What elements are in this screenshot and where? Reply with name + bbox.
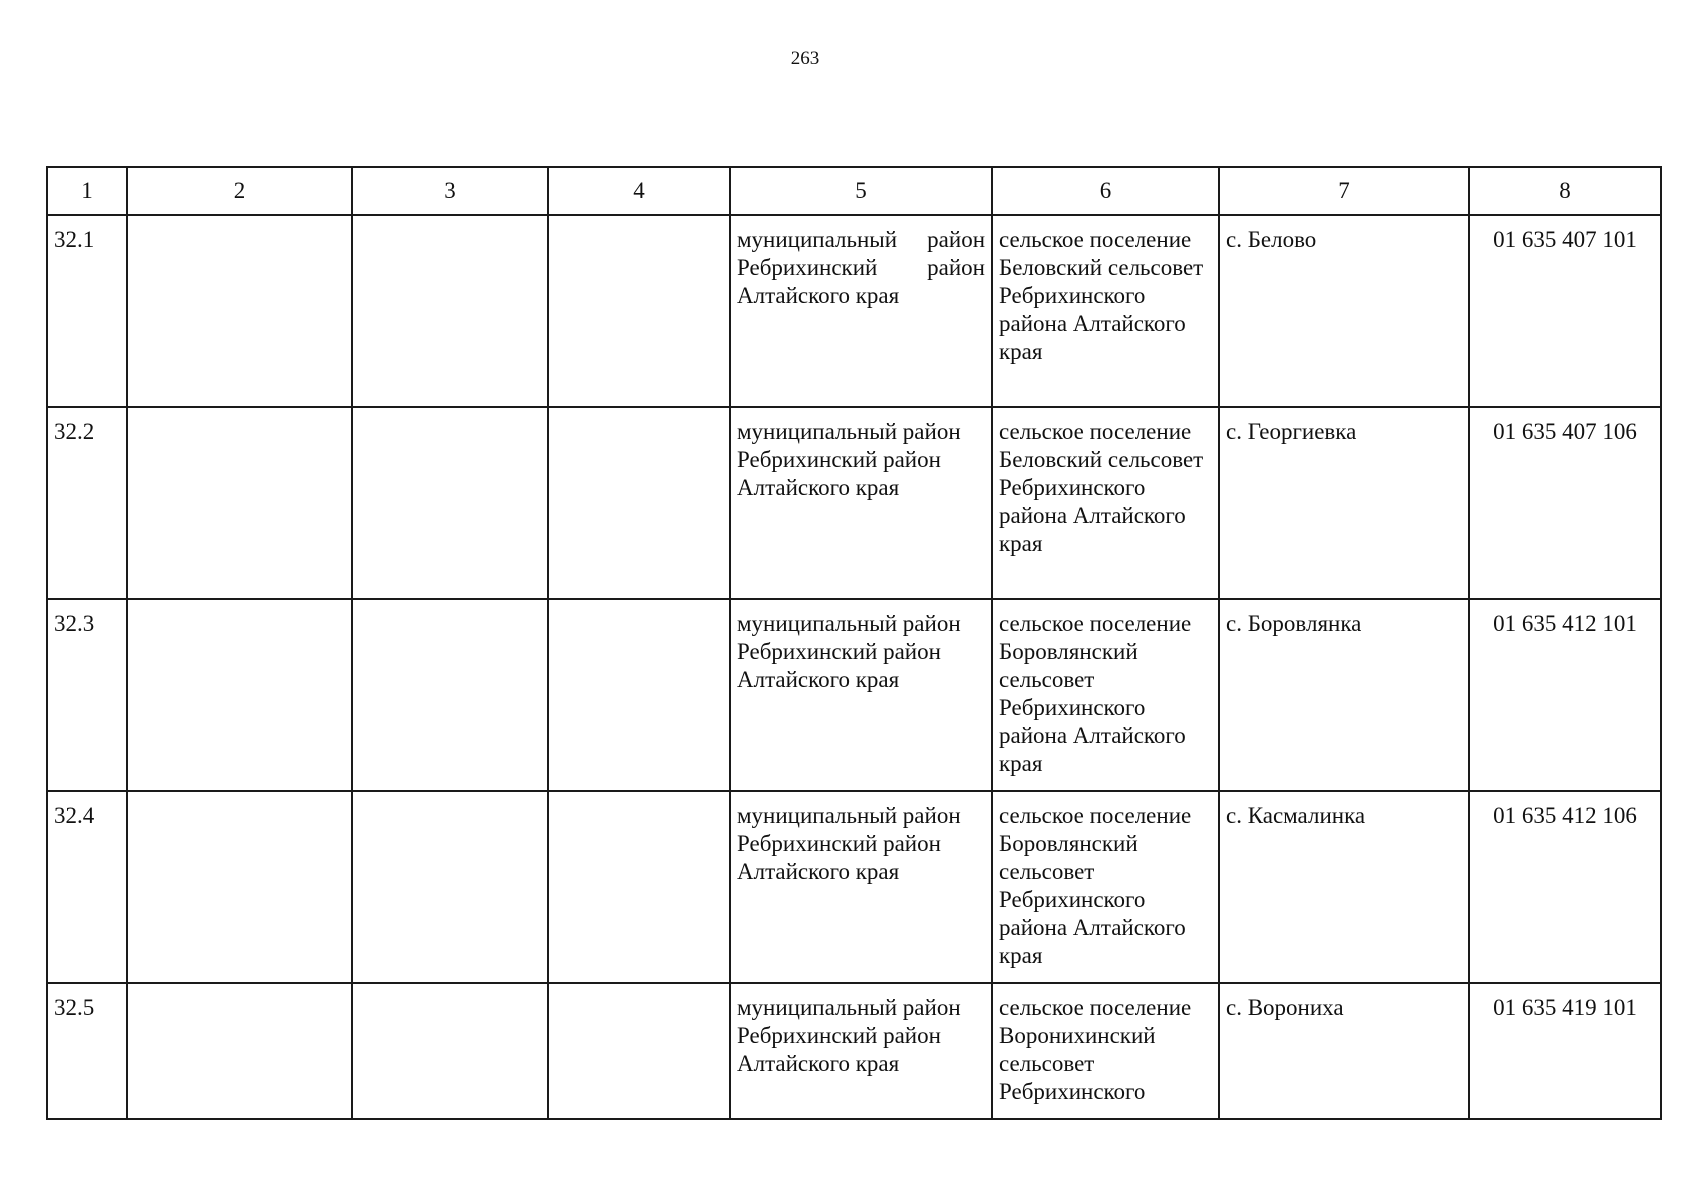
cell-col3 <box>352 407 548 599</box>
table-row <box>47 407 1661 599</box>
row-number: 32.4 <box>47 791 127 983</box>
register-table <box>46 166 1662 1120</box>
cell-col4 <box>548 983 730 1119</box>
table-row <box>47 791 1661 983</box>
row-number: 32.5 <box>47 983 127 1119</box>
cell-col3 <box>352 983 548 1119</box>
column-header: 2 <box>127 167 352 215</box>
column-header: 1 <box>47 167 127 215</box>
table-row <box>47 599 1661 791</box>
column-header: 4 <box>548 167 730 215</box>
column-header: 7 <box>1219 167 1469 215</box>
cell-col3 <box>352 215 548 407</box>
cell-col3 <box>352 599 548 791</box>
page-number: 263 <box>790 48 820 69</box>
cell-municipal-district: муниципальный район Ребрихинский район Алтайского края <box>730 599 992 791</box>
cell-settlement: сельское поселение Воронихинский сельсовет Ребрихинского <box>992 983 1219 1119</box>
row-number: 32.2 <box>47 407 127 599</box>
column-header: 6 <box>992 167 1219 215</box>
table-row <box>47 215 1661 407</box>
column-header: 3 <box>352 167 548 215</box>
column-header: 8 <box>1469 167 1661 215</box>
cell-settlement: сельское поселение Беловский сельсовет Ребрихинского района Алтайского края <box>992 407 1219 599</box>
cell-locality: с. Ворониха <box>1219 983 1469 1119</box>
cell-col4 <box>548 215 730 407</box>
cell-col2 <box>127 215 352 407</box>
cell-locality: с. Касмалинка <box>1219 791 1469 983</box>
cell-oktmo-code: 01 635 419 101 <box>1469 983 1661 1119</box>
cell-oktmo-code: 01 635 407 101 <box>1469 215 1661 407</box>
column-header: 5 <box>730 167 992 215</box>
cell-locality: с. Георгиевка <box>1219 407 1469 599</box>
cell-oktmo-code: 01 635 412 106 <box>1469 791 1661 983</box>
cell-col4 <box>548 407 730 599</box>
cell-settlement: сельское поселение Боровлянский сельсовет Ребрихинского района Алтайского края <box>992 791 1219 983</box>
cell-col3 <box>352 791 548 983</box>
header-row <box>47 167 1661 215</box>
cell-col2 <box>127 983 352 1119</box>
cell-settlement: сельское поселение Боровлянский сельсовет Ребрихинского района Алтайского края <box>992 599 1219 791</box>
cell-municipal-district: муниципальный район Ребрихинский район Алтайского края <box>730 983 992 1119</box>
cell-municipal-district: муниципальный район Ребрихинский район Алтайского края <box>730 791 992 983</box>
row-number: 32.3 <box>47 599 127 791</box>
cell-settlement: сельское поселение Беловский сельсовет Ребрихинского района Алтайского края <box>992 215 1219 407</box>
cell-col4 <box>548 791 730 983</box>
table-row <box>47 983 1661 1119</box>
cell-col2 <box>127 599 352 791</box>
cell-oktmo-code: 01 635 407 106 <box>1469 407 1661 599</box>
row-number: 32.1 <box>47 215 127 407</box>
cell-locality: с. Боровлянка <box>1219 599 1469 791</box>
cell-municipal-district: муниципальный район Ребрихинский район Алтайского края <box>730 215 992 407</box>
cell-col2 <box>127 407 352 599</box>
cell-col4 <box>548 599 730 791</box>
cell-oktmo-code: 01 635 412 101 <box>1469 599 1661 791</box>
cell-municipal-district: муниципальный район Ребрихинский район Алтайского края <box>730 407 992 599</box>
cell-col2 <box>127 791 352 983</box>
cell-locality: с. Белово <box>1219 215 1469 407</box>
